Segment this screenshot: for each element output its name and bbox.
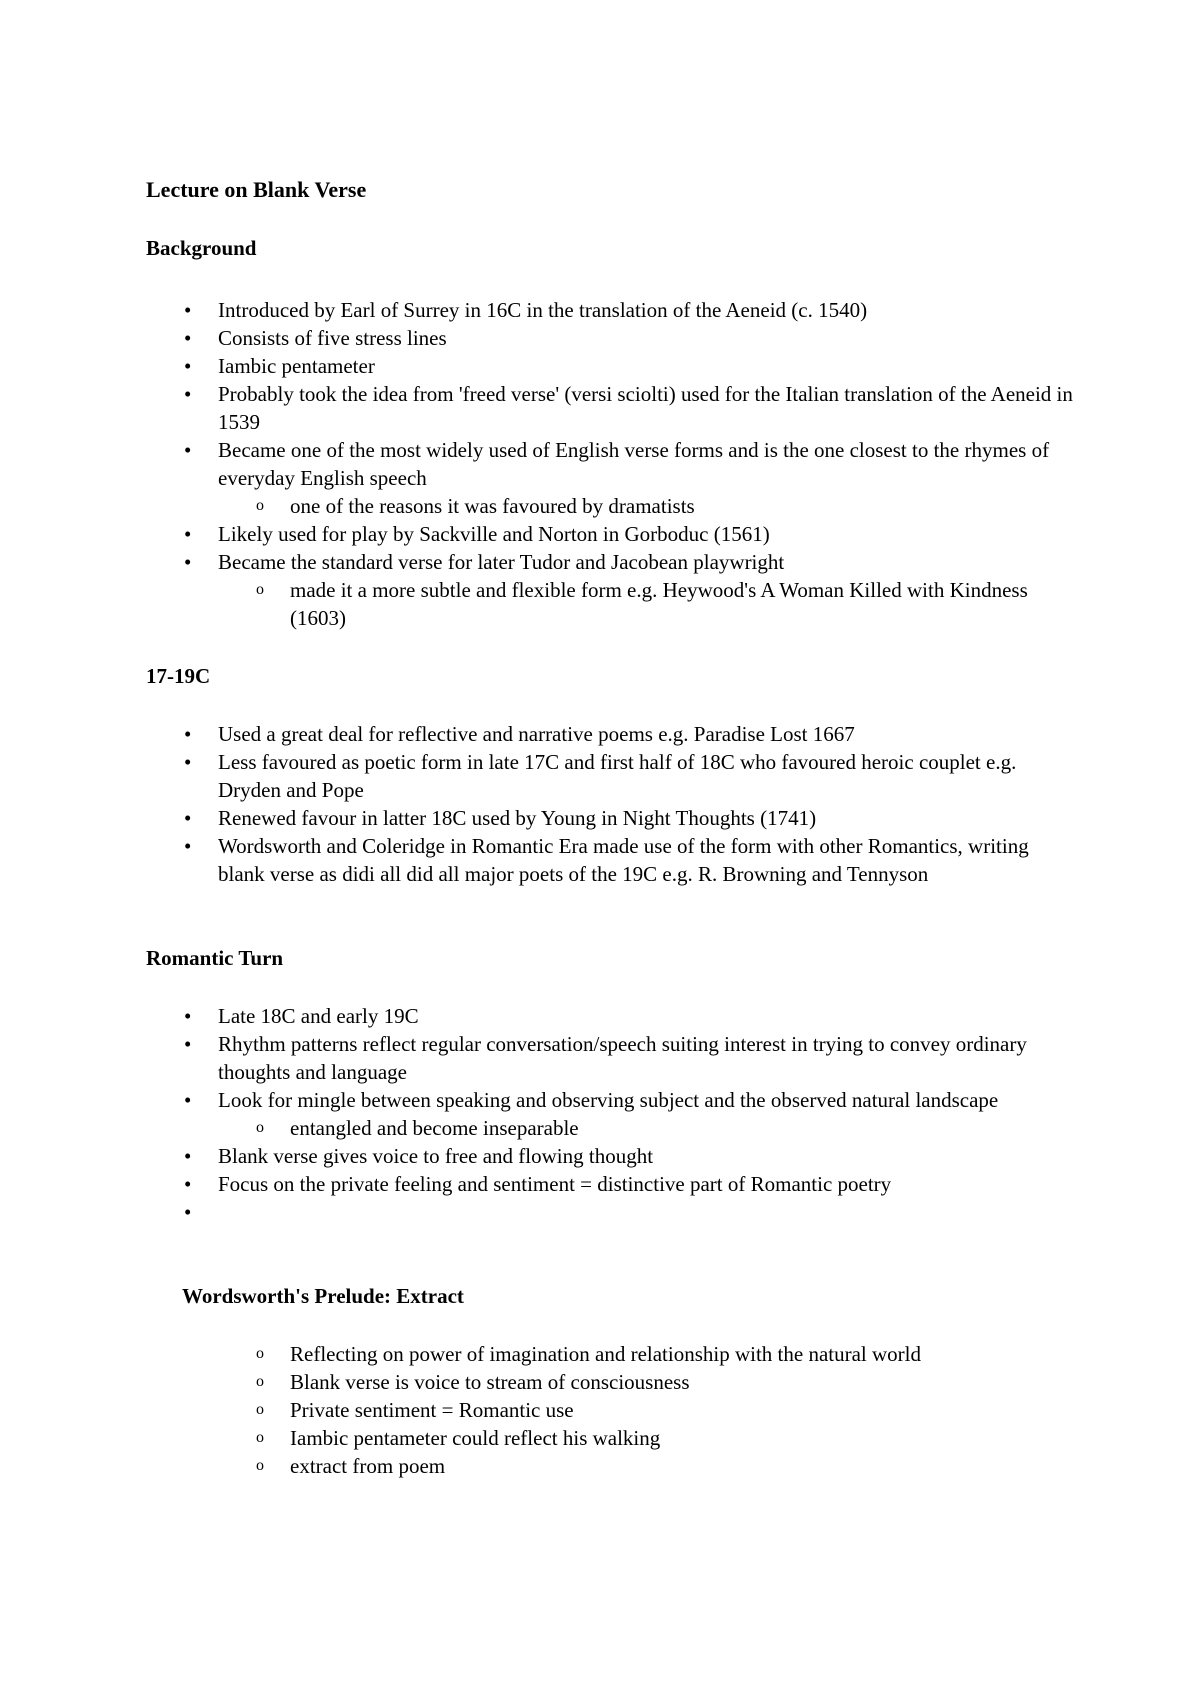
list-item: • Less favoured as poetic form in late 17C and first half of 18C who favoured heroic couplet e.g. Dryden and Pope <box>146 748 1076 804</box>
list-item <box>146 1086 1076 1142</box>
list-item: • Blank verse gives voice to free and flowing thought <box>146 1142 1076 1170</box>
sub-list-item: o made it a more subtle and flexible form e.g. Heywood's A Woman Killed with Kindness (1603) <box>218 576 1076 632</box>
prelude-list <box>218 1340 1078 1480</box>
list-item <box>146 548 1076 632</box>
romantic-list <box>146 1002 1076 1226</box>
background-list <box>146 296 1076 632</box>
list-item: • Probably took the idea from 'freed verse' (versi sciolti) used for the Italian translation of the Aeneid in 1539 <box>146 380 1076 436</box>
list-item: • Rhythm patterns reflect regular conversation/speech suiting interest in trying to convey ordinary thoughts and language <box>146 1030 1076 1086</box>
list-item: • Focus on the private feeling and sentiment = distinctive part of Romantic poetry <box>146 1170 1076 1198</box>
list-item-text: Became the standard verse for later Tudor and Jacobean playwright <box>218 550 785 574</box>
list-item: o Blank verse is voice to stream of consciousness <box>218 1368 1078 1396</box>
sub-list <box>218 1114 1076 1142</box>
heading-background: Background <box>146 236 257 260</box>
list-item: • Consists of five stress lines <box>146 324 1076 352</box>
list-item: • Wordsworth and Coleridge in Romantic Era made use of the form with other Romantics, writing blank verse as didi all did all major poets of the 19C e.g. R. Browning and Tennyson <box>146 832 1076 888</box>
list-item-text: Look for mingle between speaking and observing subject and the observed natural landscape <box>218 1088 999 1112</box>
heading-romantic-turn: Romantic Turn <box>146 946 284 970</box>
list-item: • Late 18C and early 19C <box>146 1002 1076 1030</box>
list-item: o Iambic pentameter could reflect his walking <box>218 1424 1078 1452</box>
list-item: • Renewed favour in latter 18C used by Young in Night Thoughts (1741) <box>146 804 1076 832</box>
heading-17-19c: 17-19C <box>146 664 211 688</box>
list-item: o extract from poem <box>218 1452 1078 1480</box>
document-title: Lecture on Blank Verse <box>146 177 367 202</box>
list-item: • Iambic pentameter <box>146 352 1076 380</box>
sub-list-item: o entangled and become inseparable <box>218 1114 1076 1142</box>
list-item: • Introduced by Earl of Surrey in 16C in the translation of the Aeneid (c. 1540) <box>146 296 1076 324</box>
list-item <box>146 436 1076 520</box>
list-item: • Used a great deal for reflective and narrative poems e.g. Paradise Lost 1667 <box>146 720 1076 748</box>
list-item-text: Became one of the most widely used of English verse forms and is the one closest to the rhymes of everyday English speech <box>218 438 1050 490</box>
list-item: o Reflecting on power of imagination and relationship with the natural world <box>218 1340 1078 1368</box>
list-item: • Likely used for play by Sackville and Norton in Gorboduc (1561) <box>146 520 1076 548</box>
list-item: o Private sentiment = Romantic use <box>218 1396 1078 1424</box>
sub-list-item: o one of the reasons it was favoured by dramatists <box>218 492 1076 520</box>
c17-19-list <box>146 720 1076 888</box>
sub-list <box>218 576 1076 632</box>
sub-list <box>218 492 1076 520</box>
heading-prelude: Wordsworth's Prelude: Extract <box>182 1284 464 1308</box>
list-item <box>146 1198 1076 1226</box>
